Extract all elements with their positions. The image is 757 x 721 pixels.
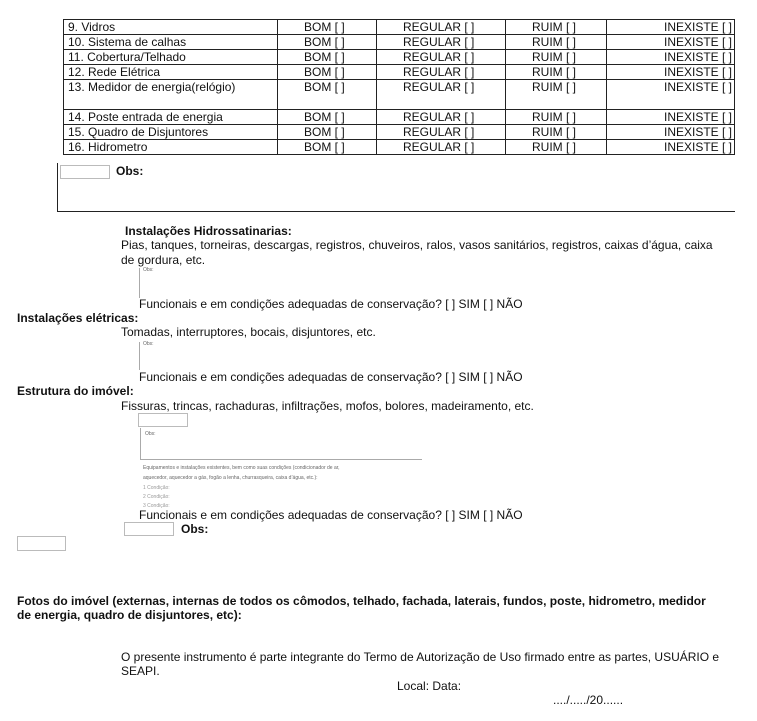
row-item-label: 12. Rede Elétrica <box>64 65 278 80</box>
table-row <box>64 20 735 35</box>
local-data-label: Local: Data: <box>397 679 462 693</box>
bom-checkbox[interactable]: BOM [ ] <box>278 80 377 110</box>
ruim-checkbox[interactable]: RUIM [ ] <box>506 65 607 80</box>
bom-checkbox[interactable]: BOM [ ] <box>278 50 377 65</box>
eletricas-desc: Tomadas, interruptores, bocais, disjuntores, etc. <box>121 325 376 339</box>
estrutura-desc: Fissuras, trincas, rachaduras, infiltrações, mofos, bolores, madeiramento, etc. <box>121 399 534 413</box>
regular-checkbox[interactable]: REGULAR [ ] <box>377 50 506 65</box>
row-item-label: 16. Hidrometro <box>64 140 278 155</box>
hidro-desc-line2: de gordura, etc. <box>121 253 206 267</box>
inexiste-checkbox[interactable]: INEXISTE [ ] <box>607 50 735 65</box>
regular-checkbox[interactable]: REGULAR [ ] <box>377 35 506 50</box>
condition-table <box>63 19 735 155</box>
regular-checkbox[interactable]: REGULAR [ ] <box>377 140 506 155</box>
ruim-checkbox[interactable]: RUIM [ ] <box>506 80 607 110</box>
date-blank[interactable]: ..../...../20...... <box>553 693 624 707</box>
ruim-checkbox[interactable]: RUIM [ ] <box>506 35 607 50</box>
hidro-heading: Instalações Hidrossatinarias: <box>125 224 292 238</box>
hidro-obs-small: Obs: <box>143 267 154 273</box>
estrutura-cond2: 2 Condição: <box>143 494 170 500</box>
bom-checkbox[interactable]: BOM [ ] <box>278 35 377 50</box>
eletricas-heading: Instalações elétricas: <box>17 311 139 325</box>
estrutura-heading: Estrutura do imóvel: <box>17 384 134 398</box>
table-row <box>64 50 735 65</box>
eletricas-obs-small: Obs: <box>143 341 154 347</box>
table-obs-label: Obs: <box>116 164 144 178</box>
bom-checkbox[interactable]: BOM [ ] <box>278 110 377 125</box>
bom-checkbox[interactable]: BOM [ ] <box>278 125 377 140</box>
ruim-checkbox[interactable]: RUIM [ ] <box>506 110 607 125</box>
inexiste-checkbox[interactable]: INEXISTE [ ] <box>607 110 735 125</box>
table-row <box>64 110 735 125</box>
regular-checkbox[interactable]: REGULAR [ ] <box>377 80 506 110</box>
eletricas-obs-line <box>139 342 140 370</box>
regular-checkbox[interactable]: REGULAR [ ] <box>377 125 506 140</box>
estrutura-question[interactable]: Funcionais e em condições adequadas de conservação? [ ] SIM [ ] NÃO <box>139 508 523 522</box>
table-row <box>64 65 735 80</box>
inexiste-checkbox[interactable]: INEXISTE [ ] <box>607 20 735 35</box>
row-item-label: 10. Sistema de calhas <box>64 35 278 50</box>
fotos-line1: Fotos do imóvel (externas, internas de todos os cômodos, telhado, fachada, laterais, fundos, poste, hidrometro, medidor <box>17 594 706 608</box>
table-obs-field[interactable] <box>60 165 110 179</box>
regular-checkbox[interactable]: REGULAR [ ] <box>377 65 506 80</box>
row-item-label: 11. Cobertura/Telhado <box>64 50 278 65</box>
table-row <box>64 35 735 50</box>
inexiste-checkbox[interactable]: INEXISTE [ ] <box>607 35 735 50</box>
inexiste-checkbox[interactable]: INEXISTE [ ] <box>607 125 735 140</box>
row-item-label: 13. Medidor de energia(relógio) <box>64 80 278 110</box>
ruim-checkbox[interactable]: RUIM [ ] <box>506 20 607 35</box>
estrutura-small-field[interactable] <box>138 413 188 427</box>
fotos-line2: de energia, quadro de disjuntores, etc): <box>17 608 242 622</box>
estrutura-cond3: 3 Condição: <box>143 503 170 509</box>
estrutura-equip-line1: Equipamentos e instalações existentes, bem como suas condições (condicionador de ar, <box>143 465 340 471</box>
estrutura-equip-line2: aquecedor, aquecedor a gás, fogão a lenha, churrasqueira, caixa d’água, etc.): <box>143 475 318 481</box>
row-item-label: 15. Quadro de Disjuntores <box>64 125 278 140</box>
estrutura-box-left <box>140 428 141 460</box>
bom-checkbox[interactable]: BOM [ ] <box>278 20 377 35</box>
footer-line2: SEAPI. <box>121 664 160 678</box>
estrutura-obs-field[interactable] <box>124 522 174 536</box>
bom-checkbox[interactable]: BOM [ ] <box>278 140 377 155</box>
estrutura-box-bottom <box>140 459 422 460</box>
table-row <box>64 140 735 155</box>
row-item-label: 9. Vidros <box>64 20 278 35</box>
table-row <box>64 125 735 140</box>
inexiste-checkbox[interactable]: INEXISTE [ ] <box>607 140 735 155</box>
regular-checkbox[interactable]: REGULAR [ ] <box>377 110 506 125</box>
inexiste-checkbox[interactable]: INEXISTE [ ] <box>607 65 735 80</box>
estrutura-obs-label: Obs: <box>181 522 209 536</box>
bom-checkbox[interactable]: BOM [ ] <box>278 65 377 80</box>
hidro-question[interactable]: Funcionais e em condições adequadas de conservação? [ ] SIM [ ] NÃO <box>139 297 523 311</box>
extra-blank-field[interactable] <box>17 536 66 551</box>
eletricas-question[interactable]: Funcionais e em condições adequadas de conservação? [ ] SIM [ ] NÃO <box>139 370 523 384</box>
row-item-label: 14. Poste entrada de energia <box>64 110 278 125</box>
footer-line1: O presente instrumento é parte integrante do Termo de Autorização de Uso firmado entre as partes, USUÁRIO e <box>121 650 720 664</box>
ruim-checkbox[interactable]: RUIM [ ] <box>506 50 607 65</box>
table-row <box>64 80 735 110</box>
regular-checkbox[interactable]: REGULAR [ ] <box>377 20 506 35</box>
hidro-desc-line1: Pias, tanques, torneiras, descargas, registros, chuveiros, ralos, vasos sanitários, registros, caixas d’água, caixa <box>121 238 713 252</box>
ruim-checkbox[interactable]: RUIM [ ] <box>506 125 607 140</box>
estrutura-cond1: 1 Condição: <box>143 485 170 491</box>
table-obs-box[interactable] <box>57 163 735 212</box>
hidro-obs-line <box>139 268 140 298</box>
ruim-checkbox[interactable]: RUIM [ ] <box>506 140 607 155</box>
estrutura-obs-small: Obs: <box>145 431 156 437</box>
inexiste-checkbox[interactable]: INEXISTE [ ] <box>607 80 735 110</box>
